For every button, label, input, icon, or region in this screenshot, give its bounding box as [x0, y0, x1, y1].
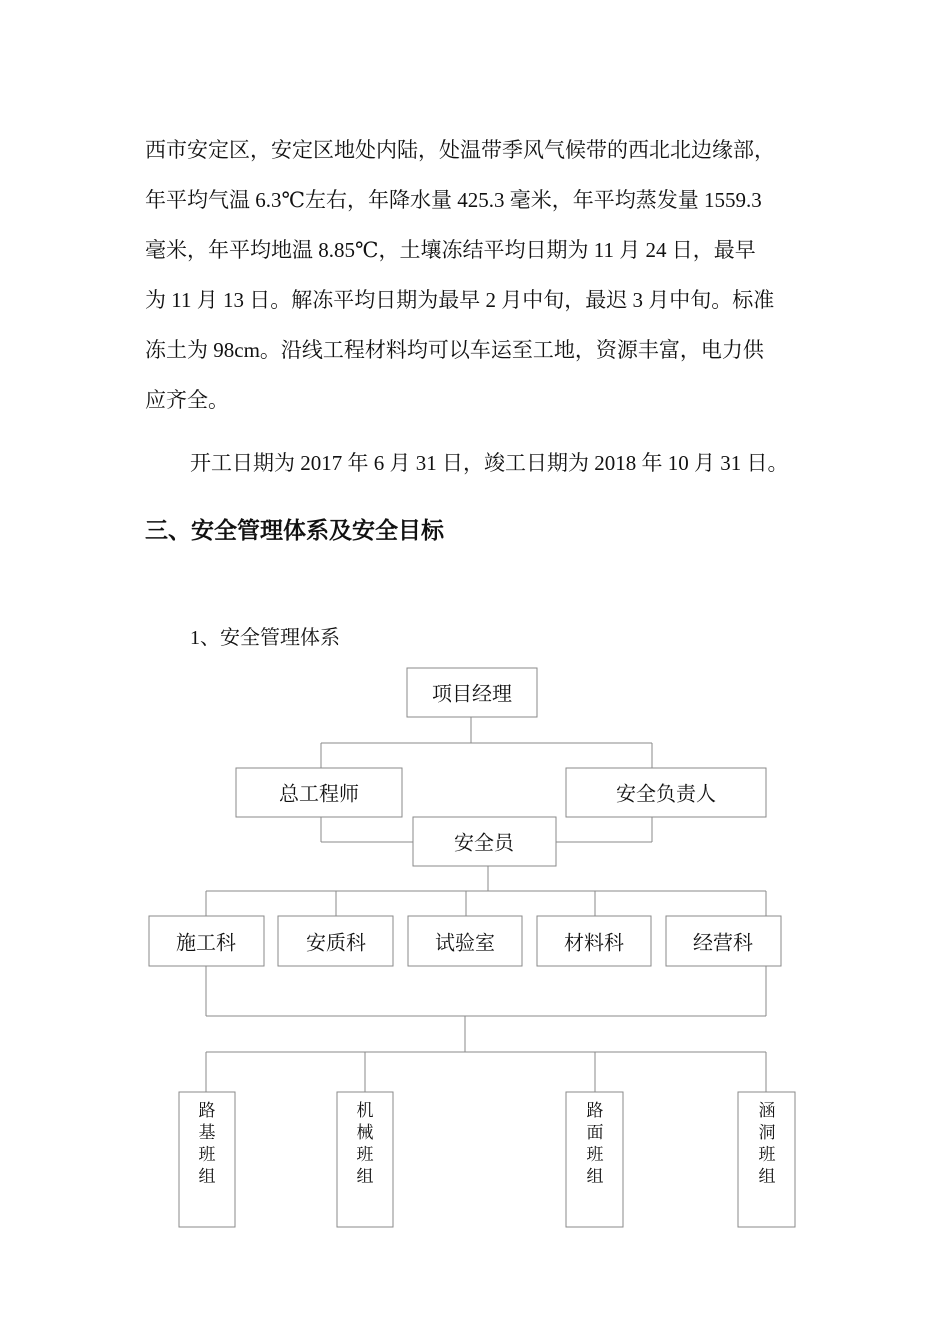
paragraph-line: 毫米，年平均地温 8.85℃，土壤冻结平均日期为 11 月 24 日，最早	[145, 238, 756, 262]
construction-dates: 开工日期为 2017 年 6 月 31 日，竣工日期为 2018 年 10 月 31 日。	[190, 451, 789, 475]
team-label-char: 路	[586, 1101, 604, 1121]
team-label-char: 组	[586, 1167, 604, 1187]
node-safety-manager	[566, 768, 766, 817]
node-label: 安全负责人	[616, 781, 716, 806]
node-department-construction	[149, 916, 264, 966]
team-label-char: 洞	[758, 1123, 776, 1143]
team-label-char: 班	[758, 1145, 776, 1165]
section-title: 三、安全管理体系及安全目标	[145, 518, 444, 544]
node-label: 施工科	[176, 930, 236, 955]
paragraph-line: 冻土为 98cm。沿线工程材料均可以车运至工地，资源丰富，电力供	[145, 338, 764, 362]
node-department-materials	[537, 916, 651, 966]
node-label: 试验室	[435, 930, 495, 955]
node-department-lab	[408, 916, 522, 966]
team-label-char: 组	[758, 1167, 776, 1187]
node-project-manager	[407, 668, 537, 717]
node-label: 安质科	[306, 930, 366, 955]
team-label-char: 路	[198, 1101, 216, 1121]
node-chief-engineer	[236, 768, 402, 817]
node-team-machinery	[337, 1092, 393, 1227]
node-label: 总工程师	[279, 781, 359, 806]
paragraph-line: 年平均气温 6.3℃左右，年降水量 425.3 毫米，年平均蒸发量 1559.3	[145, 188, 762, 212]
node-label: 经营科	[693, 930, 753, 955]
node-department-operations	[666, 916, 781, 966]
team-label-char: 面	[586, 1123, 604, 1143]
team-label-char: 基	[198, 1123, 216, 1143]
node-label: 项目经理	[432, 681, 512, 706]
node-department-quality-safety	[278, 916, 393, 966]
paragraph-line: 为 11 月 13 日。解冻平均日期为最早 2 月中旬，最迟 3 月中旬。标准	[145, 288, 775, 312]
paragraph-line: 西市安定区，安定区地处内陆，处温带季风气候带的西北北边缘部，	[145, 138, 775, 162]
node-label: 安全员	[454, 830, 514, 855]
node-team-pavement	[566, 1092, 623, 1227]
team-label-char: 班	[356, 1145, 374, 1165]
paragraph-line: 应齐全。	[145, 388, 229, 412]
team-label-char: 班	[198, 1145, 216, 1165]
team-label-char: 班	[586, 1145, 604, 1165]
subsection-title: 1、安全管理体系	[190, 627, 340, 649]
team-label-char: 组	[356, 1167, 374, 1187]
node-safety-officer	[413, 817, 556, 866]
team-label-char: 涵	[758, 1101, 776, 1121]
node-label: 材料科	[564, 930, 624, 955]
node-team-subgrade	[179, 1092, 235, 1227]
node-team-culvert	[738, 1092, 795, 1227]
team-label-char: 械	[356, 1123, 374, 1143]
team-label-char: 机	[356, 1101, 374, 1121]
team-label-char: 组	[198, 1167, 216, 1187]
